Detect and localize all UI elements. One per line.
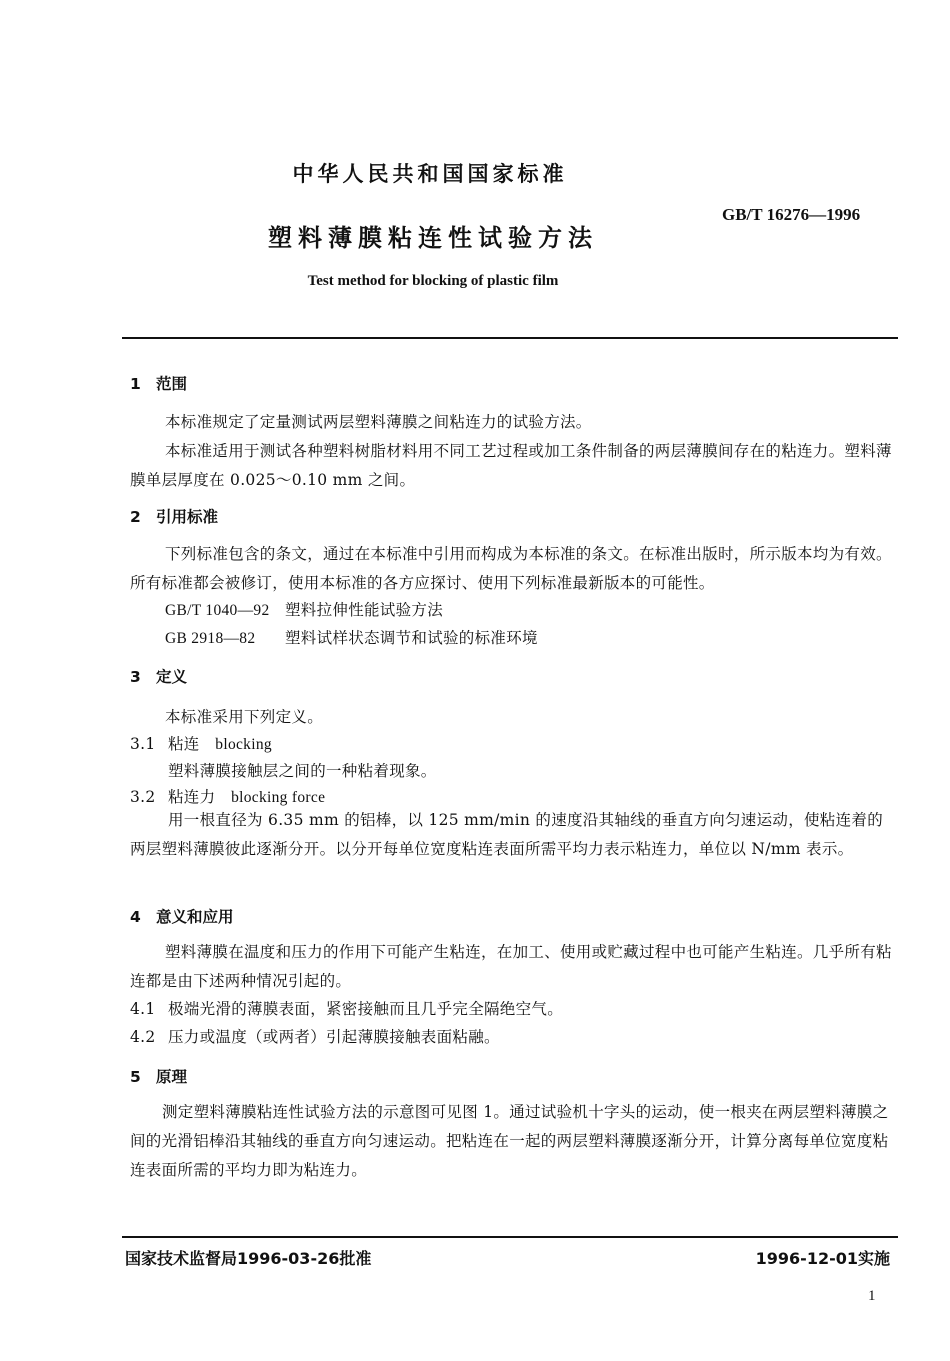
definition-3-2-text: 用一根直径为 6.35 mm 的铝棒，以 125 mm/min 的速度沿其轴线的垂直方向匀速运动，使粘连着的两层塑料薄膜彼此逐渐分开。以分开每单位宽度粘连表面所需平均力表示粘连力，单位以 N/mm 表示。 bbox=[130, 811, 884, 858]
section-4-paragraph-1: 塑料薄膜在温度和压力的作用下可能产生粘连，在加工、使用或贮藏过程中也可能产生粘连。几乎所有粘连都是由下述两种情况引起的。 bbox=[130, 943, 892, 990]
section-5-heading bbox=[130, 1065, 187, 1087]
section-number: 3 bbox=[130, 668, 141, 686]
section-1-paragraph-1: 本标准规定了定量测试两层塑料薄膜之间粘连力的试验方法。 bbox=[165, 413, 592, 431]
page-number: 1 bbox=[868, 1288, 876, 1304]
clause-number: 3.2 bbox=[130, 788, 156, 806]
document-title-english: Test method for blocking of plastic film bbox=[307, 273, 559, 289]
section-title: 范围 bbox=[156, 375, 188, 393]
standard-code: GB/T 16276—1996 bbox=[722, 205, 861, 224]
reference-code: GB 2918—82 bbox=[165, 630, 256, 647]
section-number: 1 bbox=[130, 375, 141, 393]
section-3-paragraph-1: 本标准采用下列定义。 bbox=[165, 708, 324, 726]
effective-date: 1996-12-01实施 bbox=[755, 1249, 890, 1268]
section-2-heading bbox=[130, 505, 218, 527]
section-number: 5 bbox=[130, 1068, 141, 1086]
section-title: 定义 bbox=[156, 668, 188, 686]
section-3-heading bbox=[130, 665, 187, 687]
national-standard-header: 中华人民共和国国家标准 bbox=[292, 162, 568, 186]
section-1-heading bbox=[130, 372, 187, 394]
definition-3-2-heading bbox=[130, 785, 325, 807]
definition-3-1-heading bbox=[130, 732, 272, 754]
section-5-paragraph-1: 测定塑料薄膜粘连性试验方法的示意图可见图 1。通过试验机十字头的运动，使一根夹在两层塑料薄膜之间的光滑铝棒沿其轴线的垂直方向匀速运动。把粘连在一起的两层塑料薄膜逐渐分开，计算分离每单位宽度粘连表面所需的平均力即为粘连力。 bbox=[130, 1103, 889, 1179]
clause-4-1 bbox=[130, 997, 563, 1019]
reference-name: 塑料试样状态调节和试验的标准环境 bbox=[285, 629, 538, 647]
section-title: 引用标准 bbox=[156, 508, 219, 526]
section-2-paragraph-1: 下列标准包含的条文，通过在本标准中引用而构成为本标准的条文。在标准出版时，所示版本均为有效。所有标准都会被修订，使用本标准的各方应探讨、使用下列标准最新版本的可能性。 bbox=[130, 545, 892, 592]
section-1-paragraph-2: 本标准适用于测试各种塑料树脂材料用不同工艺过程或加工条件制备的两层薄膜间存在的粘连力。塑料薄膜单层厚度在 0.025～0.10 mm 之间。 bbox=[130, 442, 892, 489]
section-4-heading bbox=[130, 905, 234, 927]
reference-code: GB/T 1040—92 bbox=[165, 602, 270, 619]
reference-standard-item bbox=[165, 598, 443, 620]
clause-number: 4.2 bbox=[130, 1028, 156, 1046]
definition-3-1-text: 塑料薄膜接触层之间的一种粘着现象。 bbox=[168, 762, 437, 780]
definition-term-english: blocking bbox=[215, 736, 272, 753]
document-title: 塑料薄膜粘连性试验方法 bbox=[268, 224, 598, 252]
section-title: 意义和应用 bbox=[156, 908, 234, 926]
reference-name: 塑料拉伸性能试验方法 bbox=[285, 601, 444, 619]
clause-number: 4.1 bbox=[130, 1000, 156, 1018]
footer-divider bbox=[122, 1236, 898, 1238]
definition-term: 粘连 bbox=[168, 735, 200, 753]
section-number: 4 bbox=[130, 908, 141, 926]
clause-4-2 bbox=[130, 1025, 500, 1047]
definition-term: 粘连力 bbox=[168, 788, 216, 806]
section-title: 原理 bbox=[156, 1068, 188, 1086]
header-divider bbox=[122, 337, 898, 339]
clause-text: 极端光滑的薄膜表面，紧密接触而且几乎完全隔绝空气。 bbox=[168, 1000, 564, 1018]
clause-text: 压力或温度（或两者）引起薄膜接触表面粘融。 bbox=[168, 1028, 500, 1046]
reference-standard-item bbox=[165, 626, 538, 648]
approval-date: 国家技术监督局1996-03-26批准 bbox=[125, 1249, 372, 1268]
clause-number: 3.1 bbox=[130, 735, 156, 753]
section-number: 2 bbox=[130, 508, 141, 526]
definition-term-english: blocking force bbox=[231, 789, 326, 806]
